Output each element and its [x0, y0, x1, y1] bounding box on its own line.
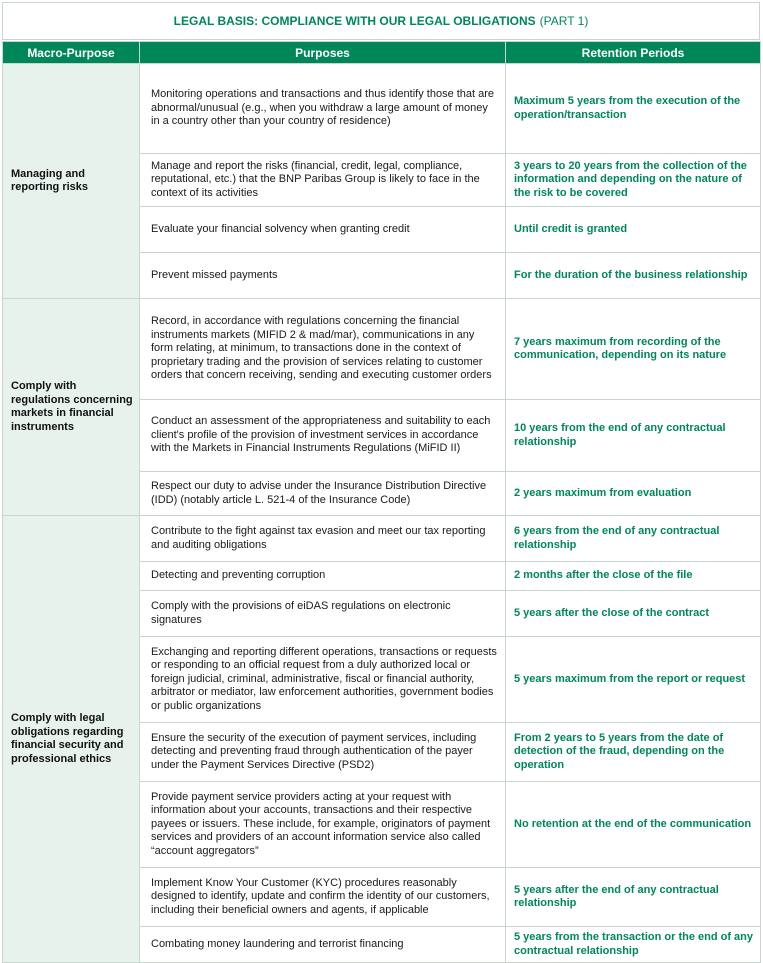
purpose-cell: Ensure the security of the execution of payment services, including detecting and preventing fraud through authentication of the payer under the Payment Services Directive (PSD2) — [140, 723, 506, 782]
purpose-cell: Conduct an assessment of the appropriateness and suitability to each client's profile of the provision of investment services in accordance with the Markets in Financial Instruments Regulations (MiFID II) — [140, 400, 506, 472]
macro-purpose-cell: Comply with legal obligations regarding financial security and professional ethics — [3, 516, 140, 963]
purpose-cell: Comply with the provisions of eiDAS regulations on electronic signatures — [140, 591, 506, 637]
retention-cell: 2 months after the close of the file — [506, 562, 761, 591]
table-row — [3, 299, 761, 400]
retention-cell: 5 years after the close of the contract — [506, 591, 761, 637]
title-main: LEGAL BASIS: COMPLIANCE WITH OUR LEGAL OBLIGATIONS — [173, 14, 536, 28]
header-retention-periods: Retention Periods — [506, 42, 761, 64]
purpose-cell: Monitoring operations and transactions and thus identify those that are abnormal/unusual (e.g., when you withdraw a large amount of money in a country other than your country of residence) — [140, 64, 506, 154]
macro-purpose-cell: Comply with regulations concerning markets in financial instruments — [3, 299, 140, 516]
purpose-cell: Manage and report the risks (financial, credit, legal, compliance, reputational, etc.) that the BNP Paribas Group is likely to face in the context of its activities — [140, 154, 506, 207]
retention-cell: Until credit is granted — [506, 207, 761, 253]
purpose-cell: Combating money laundering and terrorist financing — [140, 927, 506, 963]
purpose-cell: Contribute to the fight against tax evasion and meet our tax reporting and auditing obligations — [140, 516, 506, 562]
purpose-cell: Provide payment service providers acting at your request with information about your accounts, transactions and their respective payees or issuers. These include, for example, originators of payment services and providers of an account information service also called “account aggregators” — [140, 782, 506, 868]
purpose-cell: Evaluate your financial solvency when granting credit — [140, 207, 506, 253]
title-part: (PART 1) — [539, 14, 589, 28]
retention-cell: 3 years to 20 years from the collection of the information and depending on the nature of the risk to be covered — [506, 154, 761, 207]
retention-cell: 7 years maximum from recording of the communication, depending on its nature — [506, 299, 761, 400]
retention-cell: 5 years from the transaction or the end of any contractual relationship — [506, 927, 761, 963]
header-macro-purpose: Macro-Purpose — [3, 42, 140, 64]
retention-cell: No retention at the end of the communication — [506, 782, 761, 868]
table-row — [3, 64, 761, 154]
purpose-cell: Respect our duty to advise under the Insurance Distribution Directive (IDD) (notably article L. 521-4 of the Insurance Code) — [140, 472, 506, 516]
retention-cell: 2 years maximum from evaluation — [506, 472, 761, 516]
page-title — [2, 2, 760, 40]
purpose-cell: Record, in accordance with regulations concerning the financial instruments markets (MIFID 2 & mad/mar), communications in any form relating, at minimum, to transactions done in the context of proprietary trading and the provision of services relating to customer orders that concern receiving, sending and executing customer orders — [140, 299, 506, 400]
retention-cell: Maximum 5 years from the execution of the operation/transaction — [506, 64, 761, 154]
purpose-cell: Detecting and preventing corruption — [140, 562, 506, 591]
macro-purpose-cell: Managing and reporting risks — [3, 64, 140, 299]
retention-cell: 5 years maximum from the report or request — [506, 637, 761, 723]
retention-table — [2, 41, 761, 963]
retention-cell: For the duration of the business relationship — [506, 253, 761, 299]
purpose-cell: Prevent missed payments — [140, 253, 506, 299]
header-row — [3, 42, 761, 64]
retention-cell: From 2 years to 5 years from the date of detection of the fraud, depending on the operation — [506, 723, 761, 782]
table-row — [3, 516, 761, 562]
purpose-cell: Implement Know Your Customer (KYC) procedures reasonably designed to identify, update and confirm the identity of our customers, including their beneficial owners and agents, if applicable — [140, 868, 506, 927]
header-purposes: Purposes — [140, 42, 506, 64]
retention-cell: 6 years from the end of any contractual relationship — [506, 516, 761, 562]
retention-cell: 10 years from the end of any contractual relationship — [506, 400, 761, 472]
retention-cell: 5 years after the end of any contractual relationship — [506, 868, 761, 927]
purpose-cell: Exchanging and reporting different operations, transactions or requests or responding to an official request from a duly authorized local or foreign judicial, criminal, administrative, fiscal or financial authority, arbitrator or mediator, law enforcement authorities, government bodies or public organizations — [140, 637, 506, 723]
